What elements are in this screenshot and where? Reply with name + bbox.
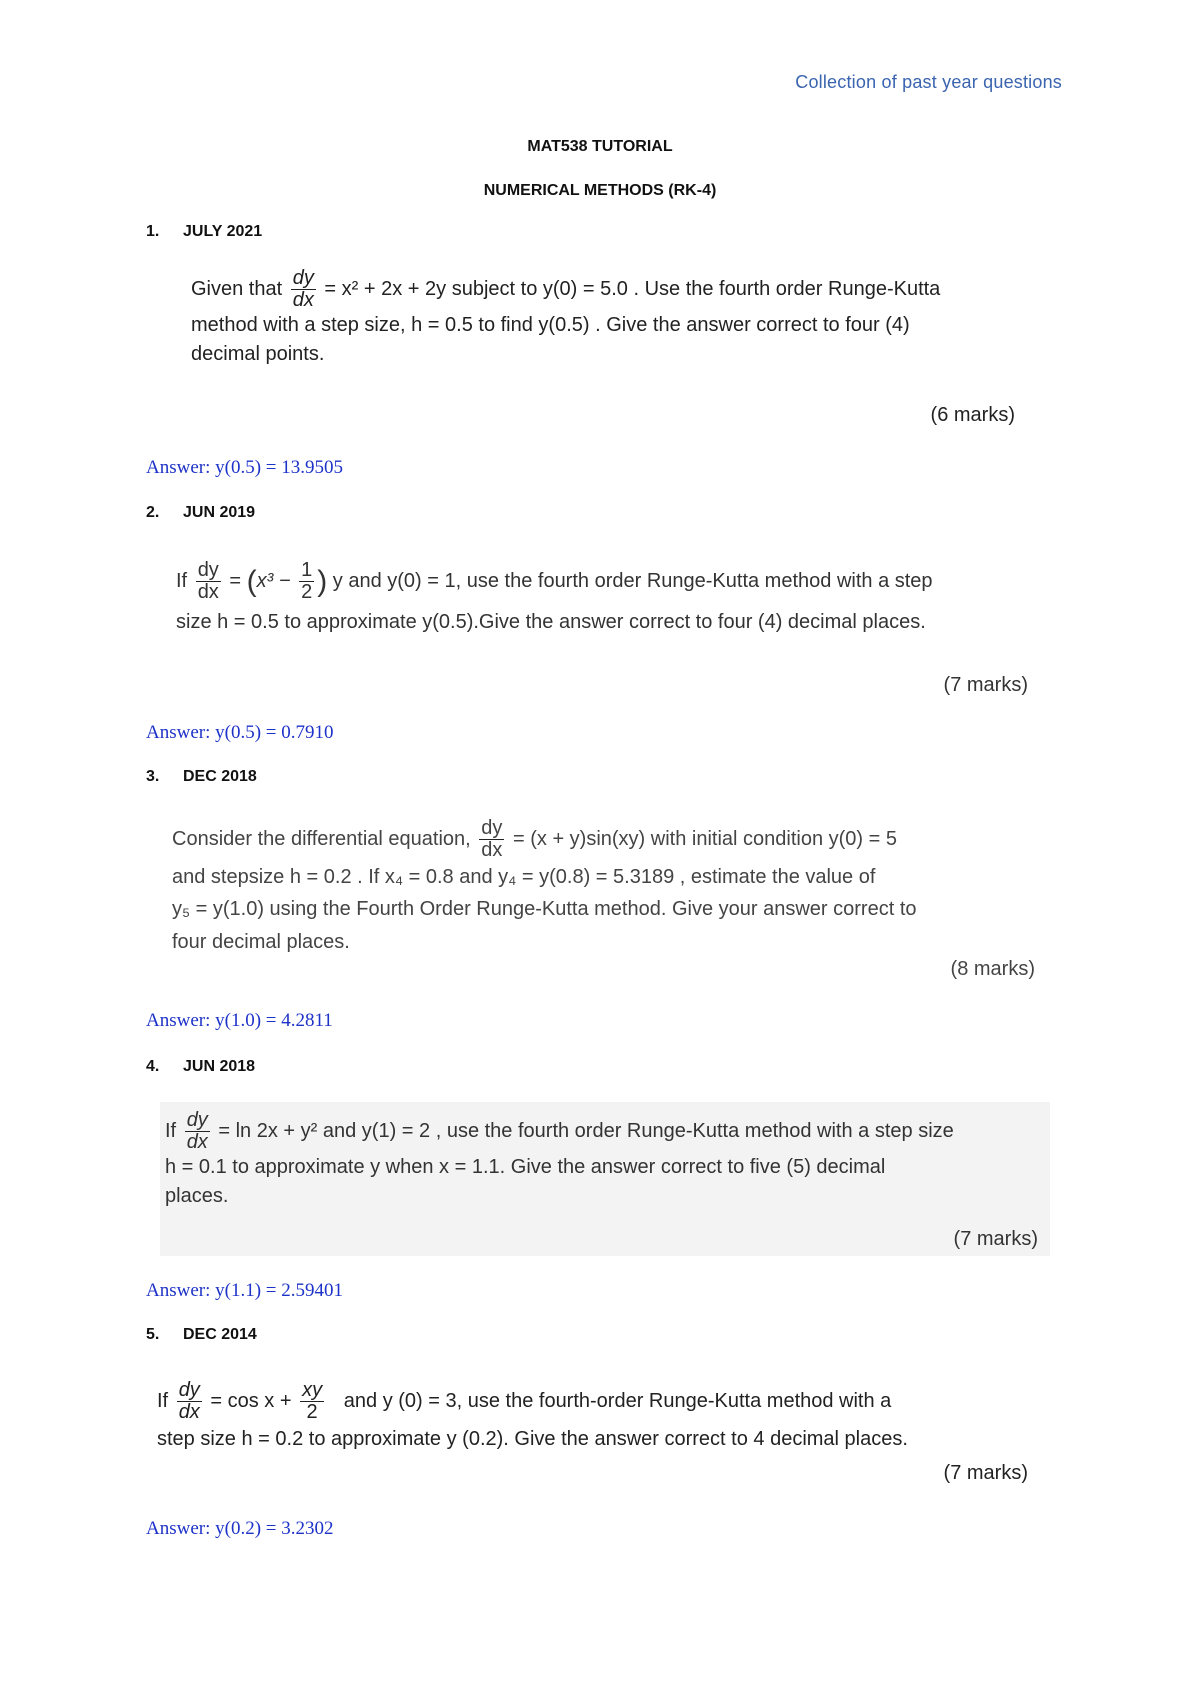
question-2-heading: 2. JUN 2019 <box>146 504 256 521</box>
question-5-text: If $\frac{dy}{dx}$ = cos x + $\frac{xy}{2}$ and y (0) = 3, use the fourth-order Runge-Kutta method with a step size h = 0.2 to approximate y (0.2). Give the answer correct to 4 decimal places. <box>157 1379 908 1450</box>
question-5-answer: Answer: y(0.2) = 3.2302 <box>146 1518 334 1539</box>
derivative-fraction: $\frac{dy}{dx}$ <box>481 817 503 861</box>
question-number: 1. <box>146 223 160 240</box>
question-3-marks: (8 marks) <box>950 958 1035 980</box>
question-3-text: Consider the differential equation, $\frac{dy}{dx}$ = (x + y)sin(xy) with initial condition y(0) = 5 and stepsize h = 0.2 . If x₄ = 0.8 and y₄ = y(0.8) = 5.3189 , estimate the value of y₅ = y(1.0) using the Fourth Order Runge-Kutta method. Give your answer correct to four decimal places. <box>172 817 917 953</box>
question-5-heading: 5. DEC 2014 <box>146 1326 257 1343</box>
question-1-text: Given that $\frac{dy}{dx}$ = x² + 2x + 2y subject to y(0) = 5.0 . Use the fourth order Runge-Kutta method with a step size, h = 0.5 to find y(0.5) . Give the answer correct to four (4) decimal points. <box>191 267 941 365</box>
question-3-answer: Answer: y(1.0) = 4.2811 <box>146 1010 333 1031</box>
question-4-heading: 4. JUN 2018 <box>146 1058 256 1075</box>
question-4-answer: Answer: y(1.1) = 2.59401 <box>146 1280 343 1301</box>
derivative-fraction: $\frac{dy}{dx}$ <box>178 1379 200 1423</box>
derivative-fraction: $\frac{dy}{dx}$ <box>197 559 219 604</box>
question-2-answer: Answer: y(0.5) = 0.7910 <box>146 722 334 743</box>
derivative-fraction: $\frac{dy}{dx}$ <box>186 1109 208 1153</box>
question-1-answer: Answer: y(0.5) = 13.9505 <box>146 457 343 478</box>
question-session: JULY 2021 <box>183 223 263 240</box>
page-subtitle: NUMERICAL METHODS (RK-4) <box>483 182 717 199</box>
question-2-marks: (7 marks) <box>943 674 1028 696</box>
question-2-text: If $\frac{dy}{dx}$ = (x³ − $\frac{1}{2}$ ) y and y(0) = 1, use the fourth order Runge-Kutta method with a step size h = 0.5 to approximate y(0.5).Give the answer correct to four (4) decimal places. <box>176 559 933 633</box>
page-title: MAT538 TUTORIAL <box>527 138 673 155</box>
question-5-marks: (7 marks) <box>943 1462 1028 1484</box>
question-4-text: If $\frac{dy}{dx}$ = ln 2x + y² and y(1) = 2 , use the fourth order Runge-Kutta method with a step size h = 0.1 to approximate y when x = 1.1. Give the answer correct to five (5) decimal places. <box>165 1109 954 1207</box>
question-4-marks: (7 marks) <box>953 1228 1038 1250</box>
question-1-heading <box>146 223 262 241</box>
header-note: Collection of past year questions <box>795 72 1062 92</box>
question-3-heading: 3. DEC 2018 <box>146 768 257 785</box>
derivative-fraction: $\frac{dy}{dx}$ <box>292 267 314 311</box>
question-1-marks: (6 marks) <box>930 404 1015 426</box>
